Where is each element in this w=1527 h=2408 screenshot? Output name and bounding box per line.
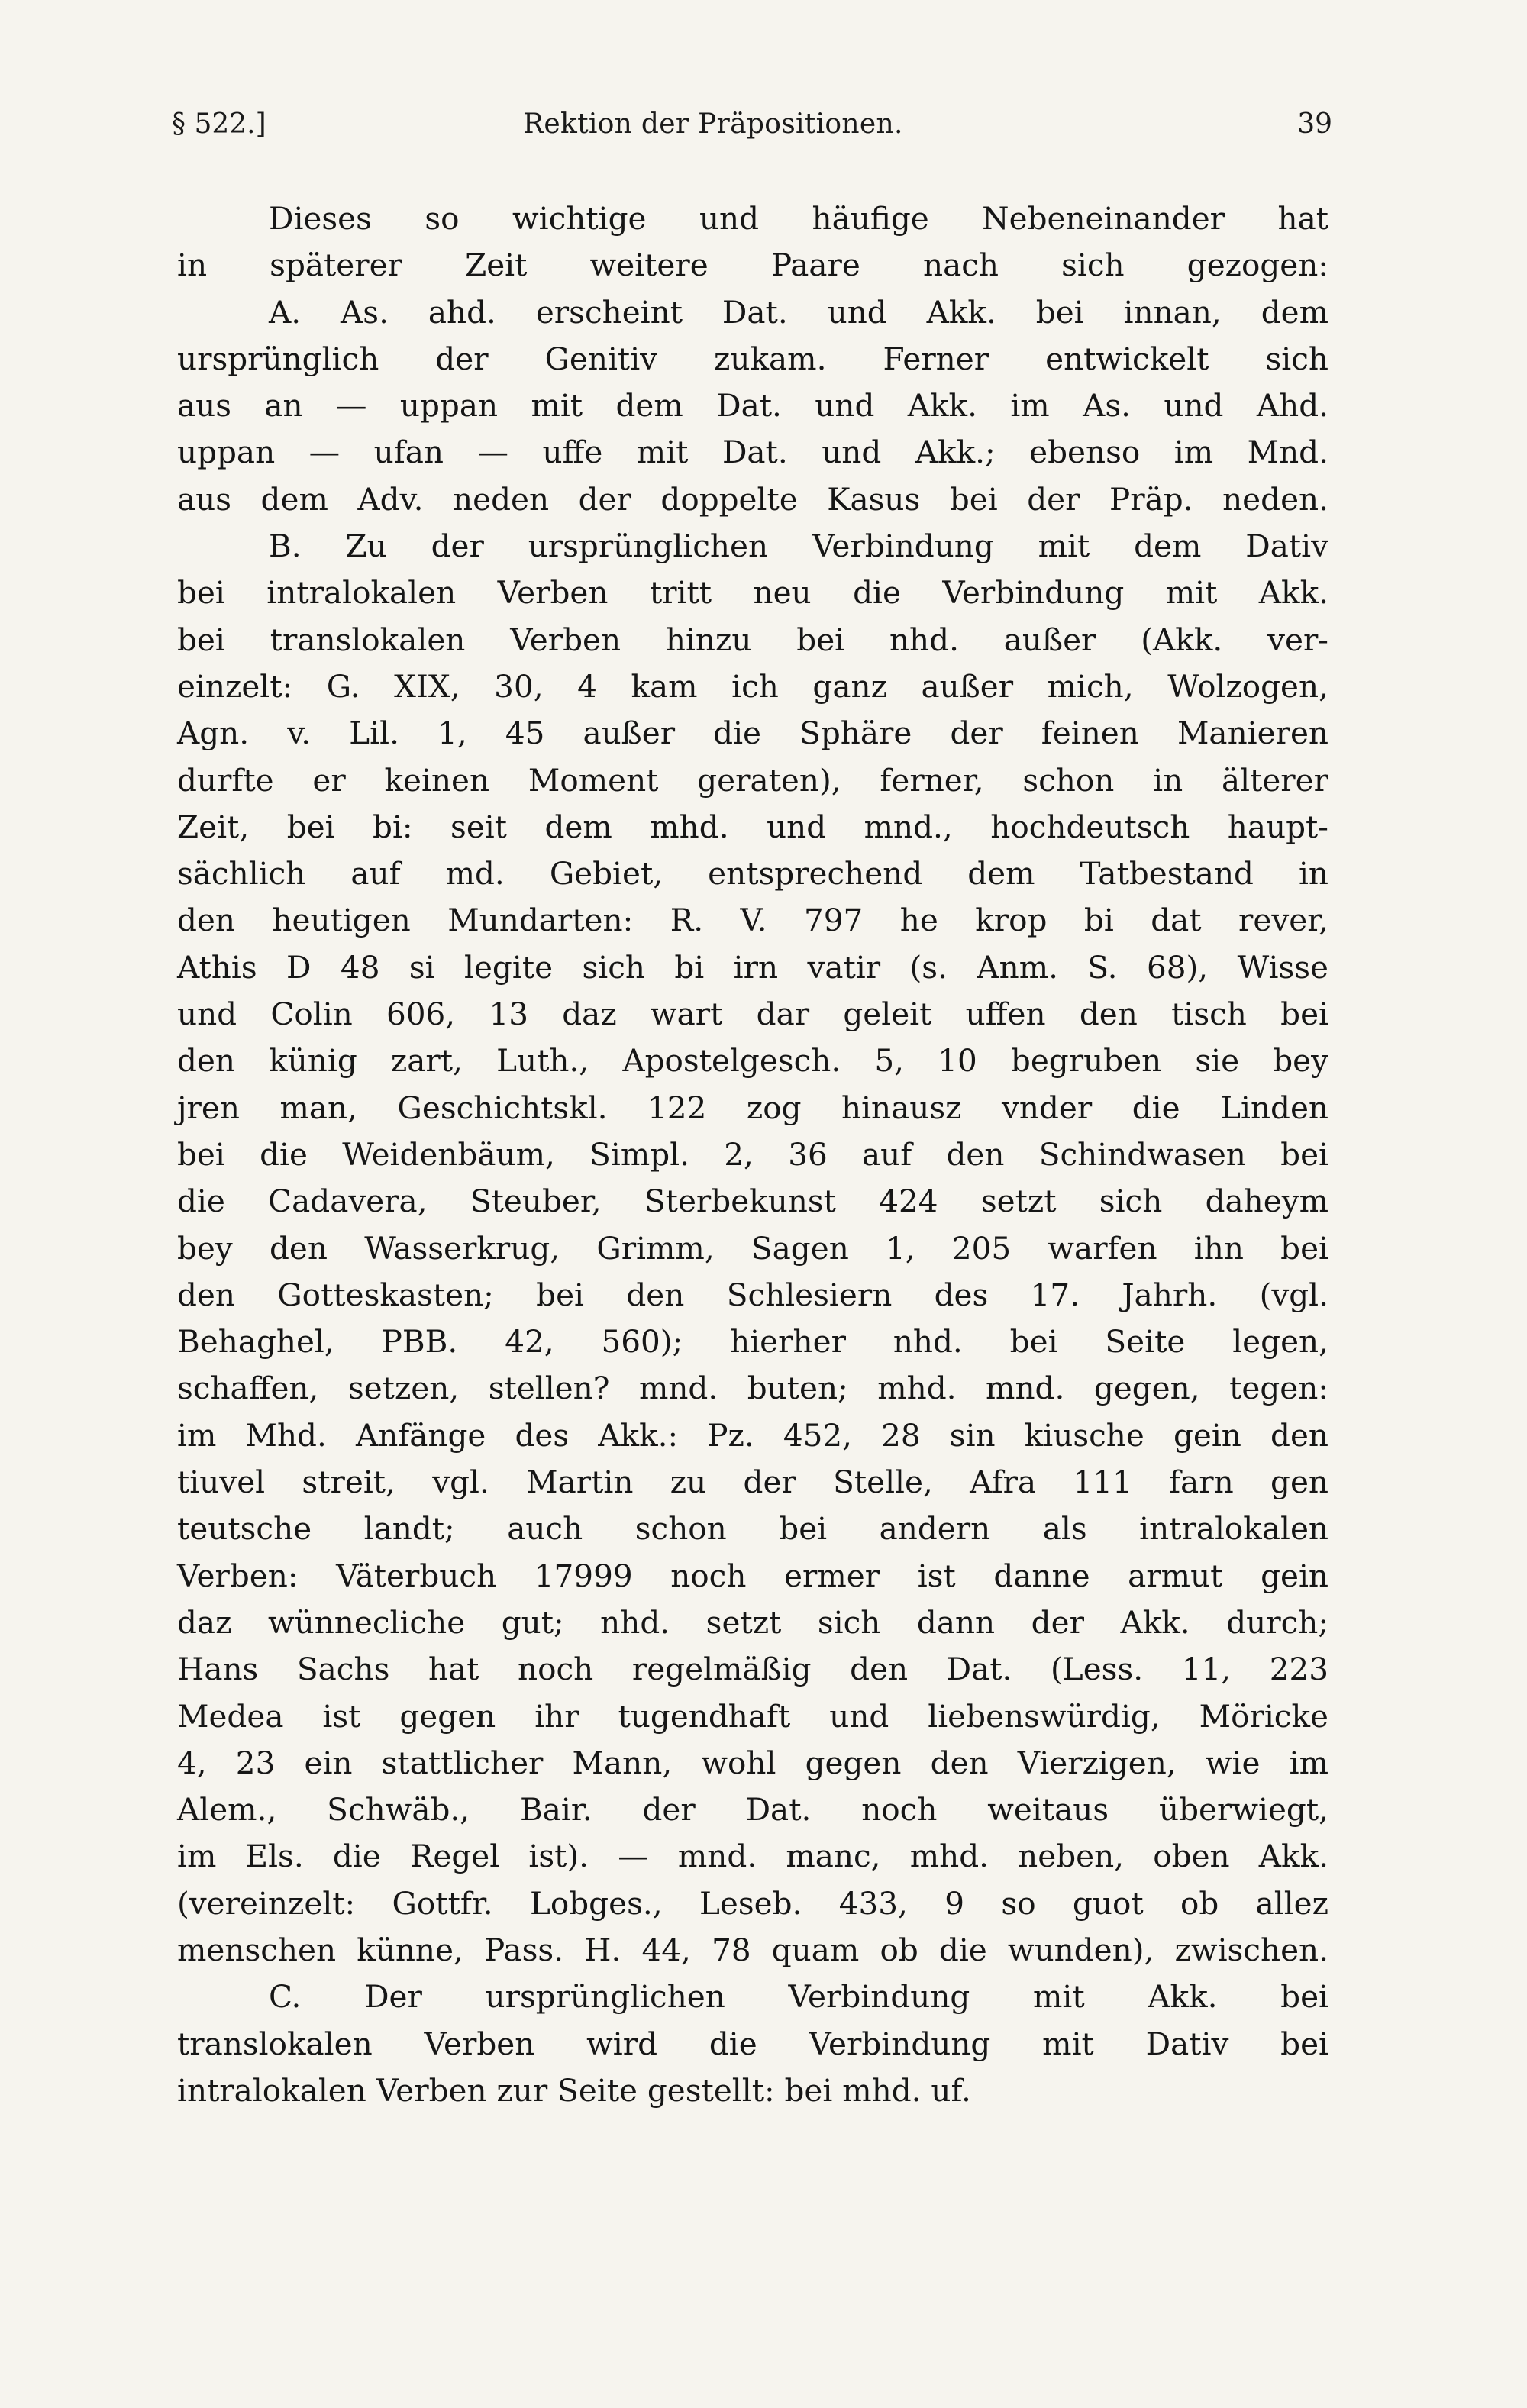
text-line: teutsche landt; auch schon bei andern als intralokalen bbox=[177, 1510, 1328, 1548]
running-header bbox=[172, 108, 1332, 154]
text-line: A. As. ahd. erscheint Dat. und Akk. bei innan, dem bbox=[269, 293, 1328, 331]
text-line: im Mhd. Anfänge des Akk.: Pz. 452, 28 sin kiusche gein den bbox=[177, 1416, 1328, 1454]
text-line: C. Der ursprünglichen Verbindung mit Akk. bei bbox=[269, 1978, 1328, 2016]
text-line: B. Zu der ursprünglichen Verbindung mit dem Dativ bbox=[269, 528, 1328, 565]
text-line: einzelt: G. XIX, 30, 4 kam ich ganz außer mich, Wolzogen, bbox=[177, 667, 1328, 705]
text-line: daz wünnecliche gut; nhd. setzt sich dann der Akk. durch; bbox=[177, 1603, 1328, 1641]
text-line: Hans Sachs hat noch regelmäßig den Dat. (Less. 11, 223 bbox=[177, 1651, 1328, 1688]
text-line: (vereinzelt: Gottfr. Lobges., Leseb. 433, 9 so guot ob allez bbox=[177, 1884, 1328, 1922]
text-line: Zeit, bei bi: seit dem mhd. und mnd., hochdeutsch haupt- bbox=[177, 808, 1328, 845]
text-line: und Colin 606, 13 daz wart dar geleit uffen den tisch bei bbox=[177, 996, 1328, 1033]
page-number: 39 bbox=[1297, 108, 1332, 140]
text-line: Medea ist gegen ihr tugendhaft und liebenswürdig, Möricke bbox=[177, 1697, 1328, 1735]
text-line: im Els. die Regel ist). — mnd. manc, mhd. neben, oben Akk. bbox=[177, 1838, 1328, 1875]
text-line: Dieses so wichtige und häufige Nebeneinander hat bbox=[269, 200, 1328, 237]
text-line: aus an — uppan mit dem Dat. und Akk. im As. und Ahd. bbox=[177, 387, 1328, 424]
running-title: Rektion der Präpositionen. bbox=[523, 108, 903, 140]
text-line: menschen künne, Pass. H. 44, 78 quam ob die wunden), zwischen. bbox=[177, 1931, 1328, 1968]
text-line: bei intralokalen Verben tritt neu die Verbindung mit Akk. bbox=[177, 574, 1328, 612]
text-line: den heutigen Mundarten: R. V. 797 he krop bi dat rever, bbox=[177, 902, 1328, 939]
text-line: bei die Weidenbäum, Simpl. 2, 36 auf den Schindwasen bei bbox=[177, 1135, 1328, 1173]
text-line: die Cadavera, Steuber, Sterbekunst 424 setzt sich daheym bbox=[177, 1183, 1328, 1220]
text-line: jren man, Geschichtskl. 122 zog hinausz vnder die Linden bbox=[177, 1089, 1328, 1126]
text-line: durfte er keinen Moment geraten), ferner, schon in älterer bbox=[177, 761, 1328, 799]
text-line: Agn. v. Lil. 1, 45 außer die Sphäre der feinen Manieren bbox=[177, 715, 1328, 752]
text-line: den künig zart, Luth., Apostelgesch. 5, 10 begruben sie bey bbox=[177, 1042, 1328, 1080]
text-line: uppan — ufan — uffe mit Dat. und Akk.; ebenso im Mnd. bbox=[177, 434, 1328, 471]
text-line: aus dem Adv. neden der doppelte Kasus bei der Präp. neden. bbox=[177, 480, 1328, 518]
text-line: Alem., Schwäb., Bair. der Dat. noch weitaus überwiegt, bbox=[177, 1791, 1328, 1829]
text-line: tiuvel streit, vgl. Martin zu der Stelle, Afra 111 farn gen bbox=[177, 1464, 1328, 1501]
text-line: den Gotteskasten; bei den Schlesiern des 17. Jahrh. (vgl. bbox=[177, 1276, 1328, 1313]
text-line: ursprünglich der Genitiv zukam. Ferner entwickelt sich bbox=[177, 340, 1328, 377]
body-text bbox=[177, 195, 1328, 2114]
text-line: schaffen, setzen, stellen? mnd. buten; mhd. mnd. gegen, tegen: bbox=[177, 1370, 1328, 1407]
section-reference: § 522.] bbox=[172, 108, 266, 140]
text-line: intralokalen Verben zur Seite gestellt: bei mhd. uf. bbox=[177, 2071, 971, 2109]
text-line: Athis D 48 si legite sich bi irn vatir (s. Anm. S. 68), Wisse bbox=[177, 948, 1328, 986]
text-line: sächlich auf md. Gebiet, entsprechend dem Tatbestand in bbox=[177, 855, 1328, 893]
text-line: bei translokalen Verben hinzu bei nhd. außer (Akk. ver- bbox=[177, 621, 1328, 658]
text-line: Verben: Väterbuch 17999 noch ermer ist danne armut gein bbox=[177, 1557, 1328, 1594]
text-line: Behaghel, PBB. 42, 560); hierher nhd. bei Seite legen, bbox=[177, 1323, 1328, 1361]
text-line: bey den Wasserkrug, Grimm, Sagen 1, 205 warfen ihn bei bbox=[177, 1229, 1328, 1267]
text-line: 4, 23 ein stattlicher Mann, wohl gegen den Vierzigen, wie im bbox=[177, 1744, 1328, 1781]
text-line: translokalen Verben wird die Verbindung mit Dativ bei bbox=[177, 2025, 1328, 2062]
text-line: in späterer Zeit weitere Paare nach sich gezogen: bbox=[177, 247, 1328, 284]
